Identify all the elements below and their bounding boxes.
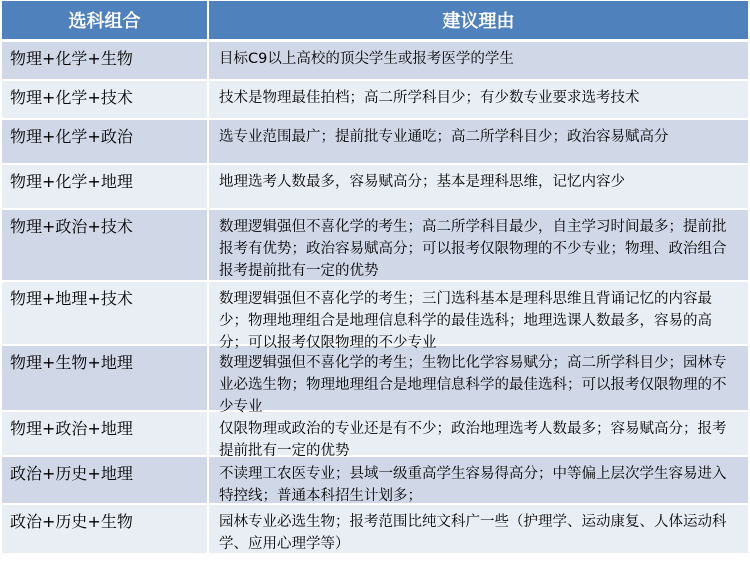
reason-cell: 选专业范围最广；提前批专业通吃；高二所学科目少；政治容易赋高分 <box>219 129 669 145</box>
combo-cell: 政治+历史+地理 <box>2 457 209 503</box>
table-row <box>2 210 748 282</box>
combo-cell: 物理+生物+地理 <box>2 346 209 410</box>
reason-cell: 不读理工农医专业；县域一级重高学生容易得高分；中等偏上层次学生容易进入特控线；普通本科招生计划多； <box>219 466 727 504</box>
table-row <box>2 165 748 210</box>
combo-cell: 物理+政治+地理 <box>2 412 209 455</box>
table-row <box>2 81 748 120</box>
table-row <box>2 457 748 505</box>
reason-cell: 数理逻辑强但不喜化学的考生；三门选科基本是理科思维且背诵记忆的内容最少；物理地理组合是地理信息科学的最佳选科；地理选课人数最多，容易的高分；可以报考仅限物理的不少专业 <box>219 291 712 351</box>
reason-cell: 仅限物理或政治的专业还是有不少；政治地理选考人数最多；容易赋高分；报考提前批有一定的优势 <box>219 421 727 459</box>
table-row <box>2 282 748 351</box>
combo-cell: 政治+历史+生物 <box>2 505 209 553</box>
table-row <box>2 505 748 553</box>
combo-cell: 物理+化学+技术 <box>2 81 209 118</box>
course-selection-table <box>2 1 748 561</box>
table-row <box>2 412 748 457</box>
combo-cell: 物理+化学+生物 <box>2 42 209 79</box>
reason-cell: 数理逻辑强但不喜化学的考生；生物比化学容易赋分；高二所学科目少；园林专业必选生物；物理地理组合是地理信息科学的最佳选科；可以报考仅限物理的不少专业 <box>219 355 727 415</box>
header-combo: 选科组合 <box>2 1 209 39</box>
table-row <box>2 346 748 415</box>
reason-cell: 技术是物理最佳拍档；高二所学科目少；有少数专业要求选考技术 <box>219 90 640 106</box>
combo-cell: 物理+化学+地理 <box>2 165 209 208</box>
table-header <box>2 1 748 42</box>
table-row <box>2 42 748 81</box>
table-row <box>2 120 748 165</box>
reason-cell: 地理选考人数最多，容易赋高分；基本是理科思维，记忆内容少 <box>219 174 625 190</box>
combo-cell: 物理+化学+政治 <box>2 120 209 163</box>
reason-cell: 目标C9以上高校的顶尖学生或报考医学的学生 <box>219 51 514 67</box>
reason-cell: 数理逻辑强但不喜化学的考生；高二所学科目最少，自主学习时间最多；提前批报考有优势；政治容易赋高分；可以报考仅限物理的不少专业；物理、政治组合报考提前批有一定的优势 <box>219 219 727 279</box>
combo-cell: 物理+地理+技术 <box>2 282 209 344</box>
reason-cell: 园林专业必选生物；报考范围比纯文科广一些（护理学、运动康复、人体运动科学、应用心理学等） <box>219 514 727 552</box>
header-reason: 建议理由 <box>442 11 515 32</box>
combo-cell: 物理+政治+技术 <box>2 210 209 280</box>
